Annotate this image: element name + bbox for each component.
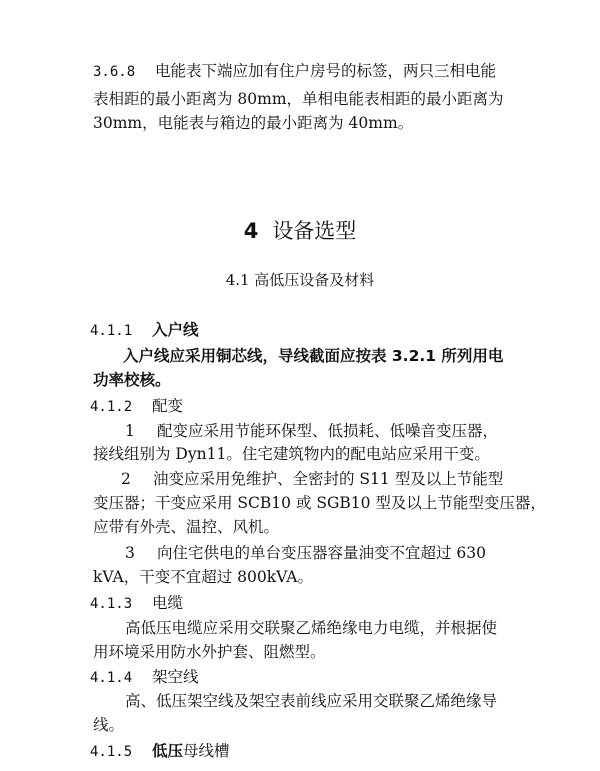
item-3-line-2: kVA，干变不宜超过 800kVA。 (93, 568, 313, 586)
item-1-line-2: 接线组别为 Dyn11。住宅建筑物内的配电站应采用干变。 (93, 445, 490, 463)
item-1-line-1 (125, 420, 498, 442)
clause-4-1-4-line-1: 高、低压架空线及架空表前线应采用交联聚乙烯绝缘导 (125, 692, 498, 710)
clause-title-rest: 母线槽 (183, 742, 230, 760)
clause-title-bold: 低压 (152, 742, 184, 760)
clause-4-1-3-line-1: 高低压电缆应采用交联聚乙烯绝缘电力电缆，并根据使 (125, 619, 498, 637)
clause-number: 4.1.3 (90, 596, 133, 612)
clause-4-1-3-line-2: 用环境采用防水外护套、阻燃型。 (93, 643, 326, 661)
item-2-line-2: 变压器；干变应采用 SCB10 或 SGB10 型及以上节能型变压器， (93, 494, 546, 512)
clause-4-1-5-heading (90, 740, 230, 763)
item-number: 2 (121, 470, 131, 488)
item-number: 1 (125, 422, 135, 440)
clause-4-1-2-heading (90, 395, 183, 418)
clause-3-6-8-line-1 (93, 60, 496, 83)
clause-title: 入户线 (152, 321, 199, 339)
clause-4-1-1-line-2: 功率校核。 (93, 371, 171, 389)
clause-4-1-3-heading (90, 592, 183, 615)
clause-text: 电能表下端应加有住户房号的标签，两只三相电能 (155, 62, 497, 80)
clause-3-6-8-line-3: 30mm，电能表与箱边的最小距离为 40mm。 (93, 114, 414, 132)
chapter-number: 4 (243, 219, 259, 243)
clause-4-1-1-line-1: 入户线应采用铜芯线，导线截面应按表 3.2.1 所列用电 (123, 347, 504, 365)
clause-title: 电缆 (152, 594, 184, 612)
clause-number: 4.1.2 (90, 399, 133, 415)
clause-4-1-4-heading (90, 666, 199, 689)
clause-number: 4.1.5 (90, 744, 133, 760)
chapter-title: 设备选型 (272, 219, 357, 243)
clause-title: 架空线 (152, 668, 199, 686)
clause-4-1-4-line-2: 线。 (93, 716, 125, 734)
clause-number: 4.1.1 (90, 323, 133, 339)
section-heading: 4.1 高低压设备及材料 (225, 271, 375, 289)
clause-number: 4.1.4 (90, 670, 133, 686)
clause-4-1-1-heading (90, 319, 199, 342)
chapter-heading (0, 217, 600, 245)
clause-title: 配变 (152, 397, 184, 415)
item-text: 油变应采用免维护、全密封的 S11 型及以上节能型 (153, 470, 504, 488)
item-number: 3 (125, 544, 135, 562)
item-2-line-1 (121, 468, 503, 490)
clause-number: 3.6.8 (93, 64, 136, 80)
item-2-line-3: 应带有外壳、温控、风机。 (93, 518, 280, 536)
item-3-line-1 (125, 542, 486, 564)
item-text: 配变应采用节能环保型、低损耗、低噪音变压器， (157, 422, 499, 440)
clause-3-6-8-line-2: 表相距的最小距离为 80mm，单相电能表相距的最小距离为 (93, 90, 504, 108)
item-text: 向住宅供电的单台变压器容量油变不宜超过 630 (157, 544, 487, 562)
